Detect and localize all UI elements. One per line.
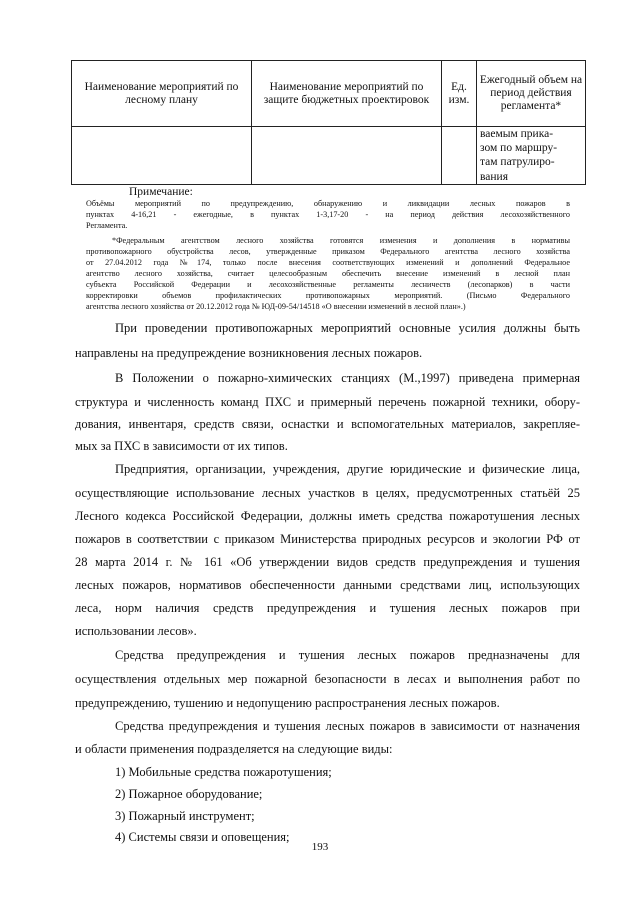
body-line: осуществления отдельных мер пожарной безопасности в лесах и выполнения работ по (75, 672, 580, 686)
body-line: мых за ПХС в зависимости от их типов. (75, 439, 288, 453)
note-line: агентства лесного хозяйства от 20.12.2012 года № ЮД-09-54/14518 «О внесении изменений в лесной план».) (86, 302, 466, 311)
measures-table (71, 60, 586, 185)
note-line: пунктах 4-16,21 - ежегодные, в пунктах 1-3,17-20 - на период действия лесохозяйственного (86, 210, 570, 219)
body-line: и области применения подразделяется на следующие виды: (75, 742, 393, 756)
body-line: осуществляющие использование лесных участков в целях, предусмотренных статьёй 25 (75, 486, 580, 500)
continuation-line: там патрулиро- (480, 156, 555, 169)
list-item: 2) Пожарное оборудование; (115, 787, 263, 801)
note-line: агентство лесного хозяйства, считает целесообразным обеспечить внесение изменений в лесной план (86, 269, 570, 278)
list-item: 3) Пожарный инструмент; (115, 809, 255, 823)
body-line: пожаров в соответствии с приказом Министерства природных ресурсов и экологии РФ от (75, 532, 580, 546)
continuation-line: вания (480, 170, 508, 183)
body-line: Лесного кодекса Российской Федерации, должны иметь средства пожаротушения лесных (75, 509, 580, 523)
body-line: дования, инвентаря, средств связи, оснастки и вспомогательных материалов, закрепляе- (75, 417, 580, 431)
note-line: Объёмы мероприятий по предупреждению, обнаружению и ликвидации лесных пожаров в (86, 199, 570, 208)
body-line: Средства предупреждения и тушения лесных пожаров в зависимости от назначения (115, 719, 580, 733)
body-line: лесных пожаров, нормативов обеспеченности данными средствами лиц, использующих (75, 578, 580, 592)
body-line: леса, норм наличия средств предупреждения и тушения лесных пожаров при (75, 601, 580, 615)
table-header-row (72, 61, 586, 127)
note-line: корректировки объемов профилактических противопожарных мероприятий. (Письмо Федерального (86, 291, 570, 300)
continuation-line: ваемым прика- (480, 128, 554, 140)
body-line: предупреждению, тушению и недопущению распространения лесных пожаров. (75, 696, 500, 710)
table-cell (252, 127, 442, 185)
table-cell-continuation (477, 127, 586, 185)
note-line: Регламента. (86, 221, 128, 230)
body-line: структура и численность команд ПХС и примерный перечень пожарной техники, обору- (75, 395, 580, 409)
body-line: направлены на предупреждение возникновения лесных пожаров. (75, 346, 423, 360)
table-cell (442, 127, 477, 185)
header-annual-volume: Ежегодный объем на период действия регламента* (477, 61, 586, 127)
body-line: В Положении о пожарно-химических станциях (М.,1997) приведена примерная (115, 371, 580, 385)
note-line: противопожарного обустройства лесов, утвержденные приказом Федерального агентства лесного хозяйства (86, 247, 570, 256)
note-line: от 27.04.2012 года №174, только после внесения соответствующих изменений и дополнений Федеральное (86, 258, 570, 267)
header-unit: Ед. изм. (442, 61, 477, 127)
note-line: *Федеральным агентством лесного хозяйства готовятся изменения и дополнения в нормативы (112, 236, 570, 245)
note-line: субъекта Российской Федерации и лесохозяйственные регламенты лесничеств (лесопарков) в части (86, 280, 570, 289)
body-line: использовании лесов». (75, 624, 197, 638)
body-line: Средства предупреждения и тушения лесных пожаров предназначены для (115, 648, 580, 662)
body-line: При проведении противопожарных мероприятий основные усилия должны быть (115, 321, 580, 335)
note-title: Примечание: (129, 186, 193, 198)
body-line: 28 марта 2014 г. № 161 «Об утверждении видов средств предупреждения и тушения (75, 555, 580, 569)
header-forest-plan: Наименование мероприятий по лесному плану (72, 61, 252, 127)
list-item: 4) Системы связи и оповещения; (115, 830, 290, 844)
page-number: 193 (311, 841, 329, 853)
table-row (72, 127, 586, 185)
header-budget-measures: Наименование мероприятий по защите бюджетных проектировок (252, 61, 442, 127)
table-cell (72, 127, 252, 185)
list-item: 1) Мобильные средства пожаротушения; (115, 765, 332, 779)
body-line: Предприятия, организации, учреждения, другие юридические и физические лица, (115, 462, 580, 476)
continuation-line: зом по маршру- (480, 142, 558, 155)
